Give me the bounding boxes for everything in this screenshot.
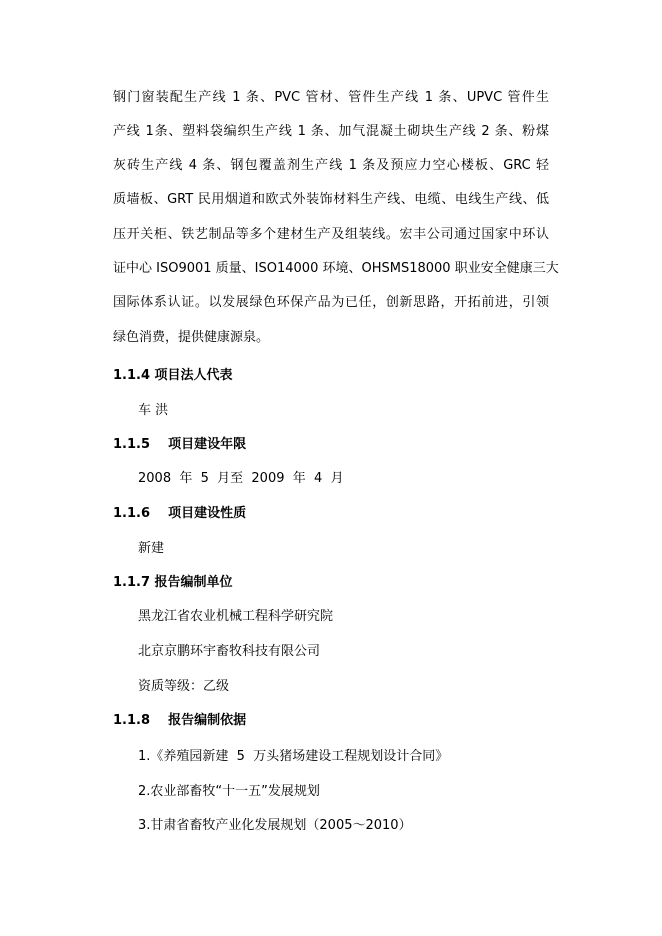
- intro-line-2: 产线 1条、塑料袋编织生产线 1 条、加气混凝土砌块生产线 2 条、粉煤: [113, 124, 549, 139]
- intro-line-3: 灰砖生产线 4 条、钢包覆盖剂生产线 1 条及预应力空心楼板、GRC 轻: [113, 158, 549, 173]
- intro-line-5: 压开关柜、铁艺制品等多个建材生产及组装线。宏丰公司通过国家中环认: [113, 227, 549, 242]
- intro-line-7: 国际体系认证。以发展绿色环保产品为已任，创新思路，开拓前进，引领: [113, 295, 549, 310]
- build-nature-value: 新建: [138, 541, 165, 556]
- intro-line-1: 钢门窗装配生产线 1 条、PVC 管材、管件生产线 1 条、UPVC 管件生: [113, 90, 549, 105]
- build-nature-heading: 1.1.6 项目建设性质: [113, 506, 247, 521]
- report-basis-item-2: 2.农业部畜牧“十一五”发展规划: [138, 784, 320, 799]
- report-unit-qualification: 资质等级：乙级: [138, 679, 230, 694]
- report-basis-heading: 1.1.8 报告编制依据: [113, 713, 247, 728]
- build-period-heading: 1.1.5 项目建设年限: [113, 437, 247, 452]
- intro-line-8: 绿色消费，提供健康源泉。: [113, 330, 270, 345]
- intro-line-6: 证中心 ISO9001 质量、ISO14000 环境、OHSMS18000 职业安全健康三大: [113, 261, 559, 276]
- report-basis-item-3: 3.甘肃省畜牧产业化发展规划（2005～2010）: [138, 818, 412, 833]
- legal-rep-value: 车 洪: [138, 403, 169, 418]
- build-period-value: 2008 年 5 月至 2009 年 4 月: [138, 471, 344, 486]
- report-unit-heading: 1.1.7 报告编制单位: [113, 575, 233, 590]
- report-unit-2: 北京京鹏环宇畜牧科技有限公司: [138, 644, 321, 659]
- report-unit-1: 黑龙江省农业机械工程科学研究院: [138, 609, 334, 624]
- report-basis-item-1: 1.《养殖园新建 5 万头猪场建设工程规划设计合同》: [138, 749, 449, 764]
- legal-rep-heading: 1.1.4 项目法人代表: [113, 368, 233, 383]
- intro-line-4: 质墙板、GRT 民用烟道和欧式外装饰材料生产线、电缆、电线生产线、低: [113, 192, 549, 207]
